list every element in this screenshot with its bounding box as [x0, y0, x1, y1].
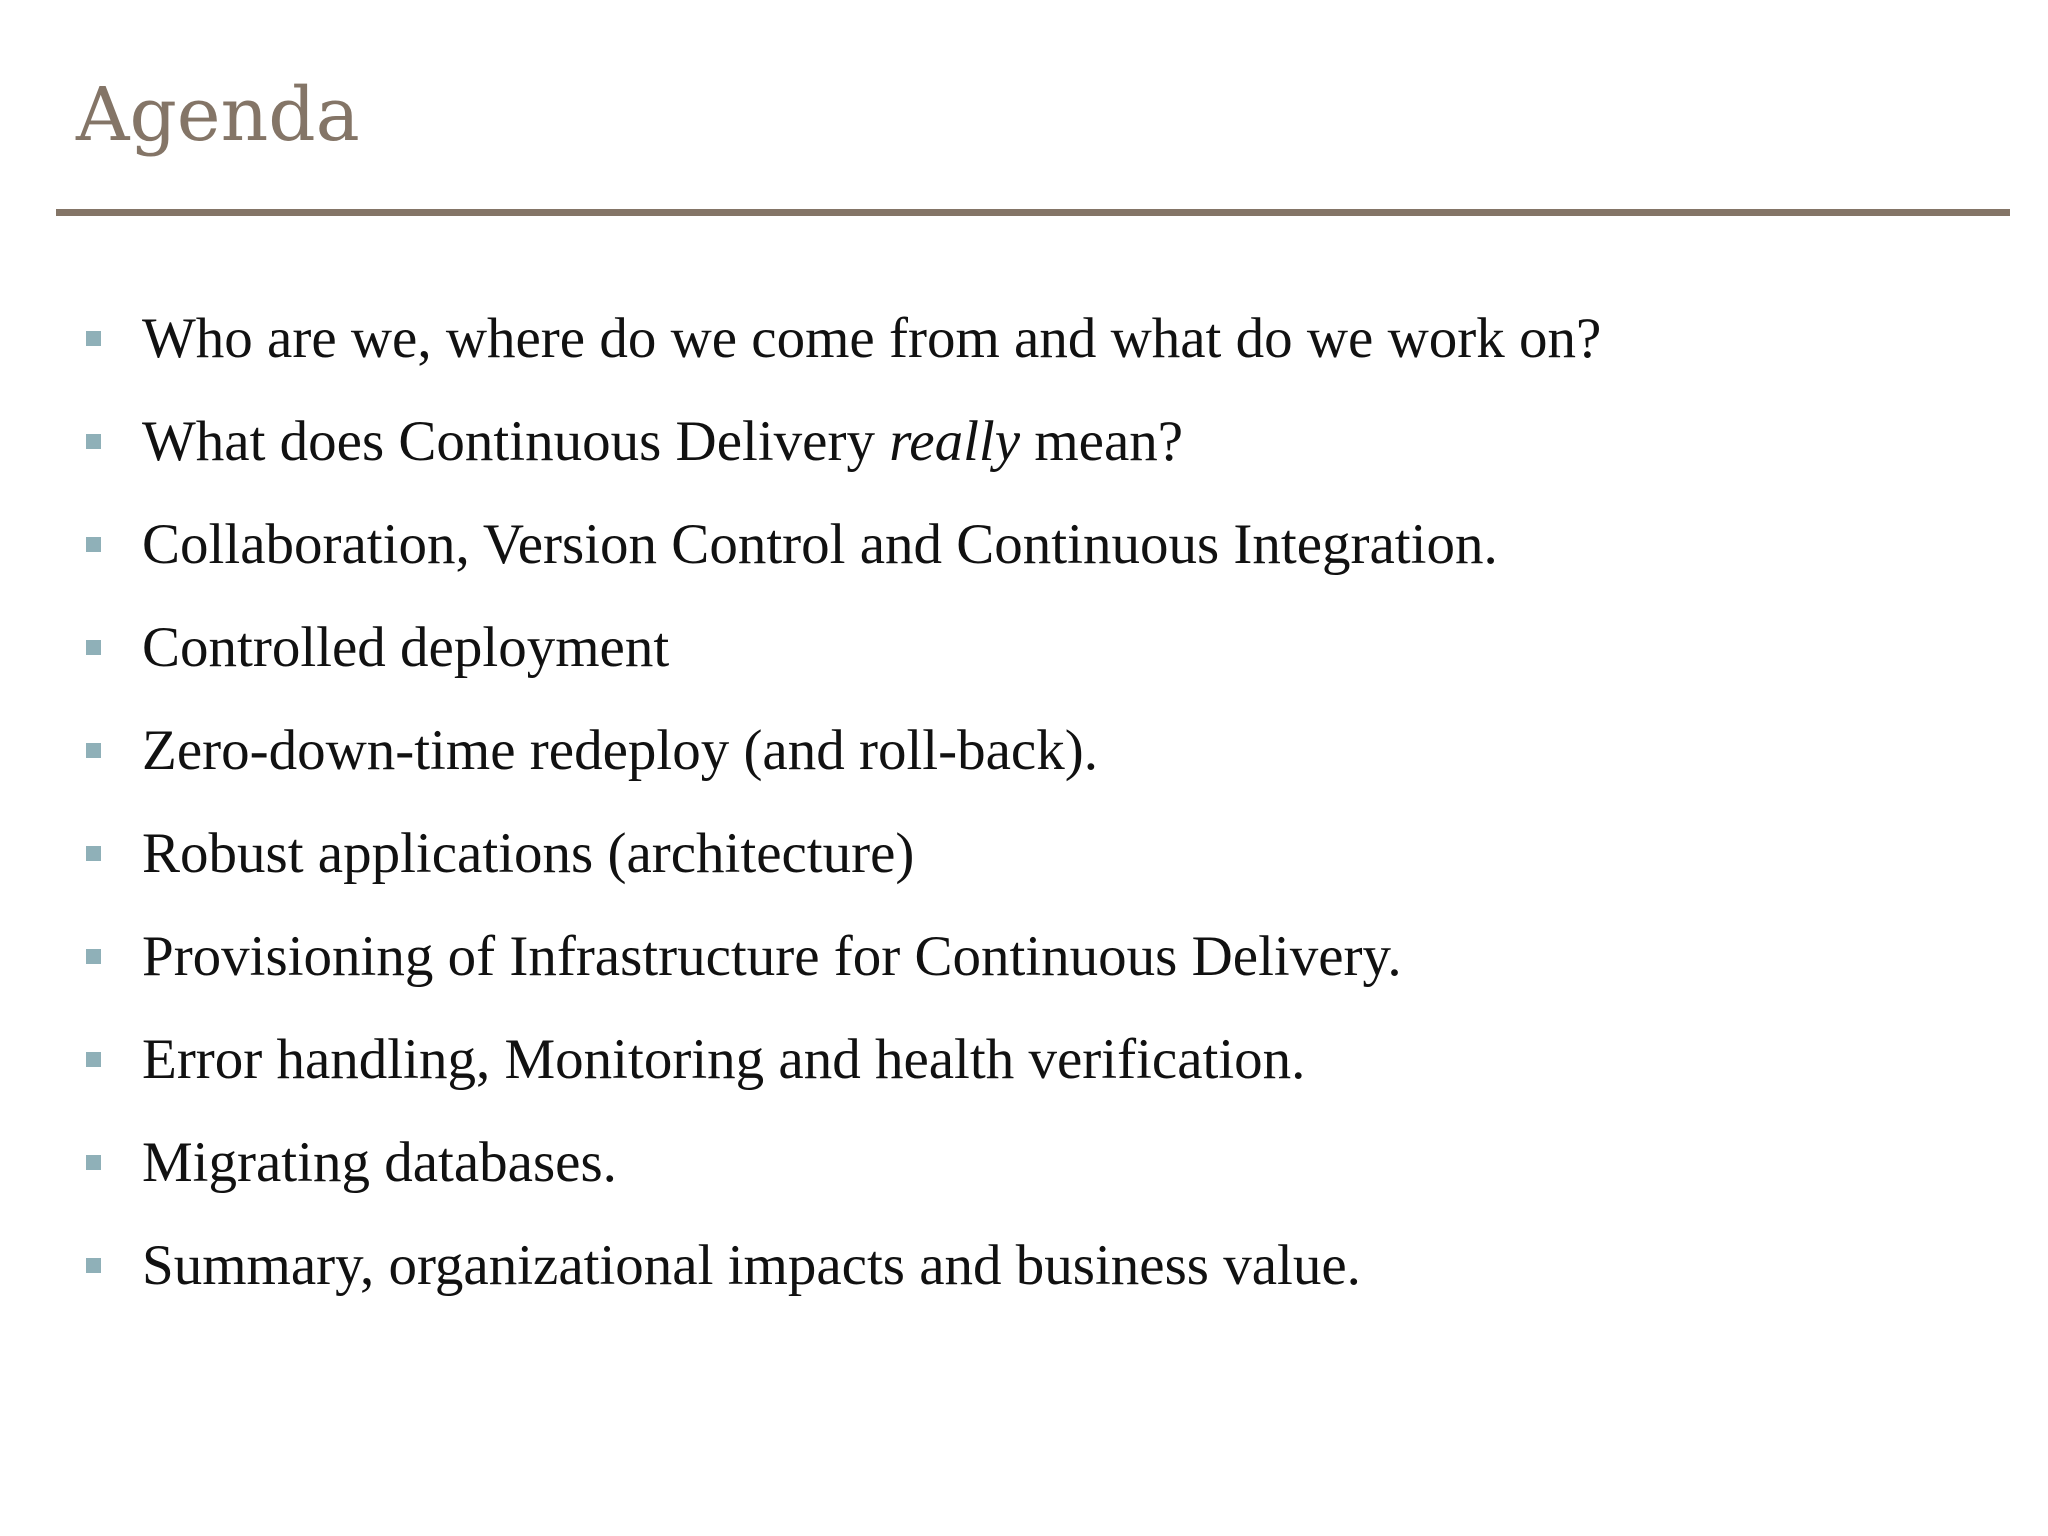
- agenda-item-text: Provisioning of Infrastructure for Continuous Delivery.: [142, 925, 1402, 988]
- square-bullet-icon: [86, 331, 101, 346]
- agenda-item-text: Robust applications (architecture): [142, 822, 915, 885]
- square-bullet-icon: [86, 1155, 101, 1170]
- agenda-item-text: [142, 407, 1183, 477]
- square-bullet-icon: [86, 846, 101, 861]
- agenda-item-text: Who are we, where do we come from and what do we work on?: [142, 307, 1602, 370]
- square-bullet-icon: [86, 434, 101, 449]
- agenda-item-text: Summary, organizational impacts and business value.: [142, 1234, 1361, 1297]
- agenda-item-text: Migrating databases.: [142, 1131, 617, 1194]
- square-bullet-icon: [86, 537, 101, 552]
- agenda-item-text-after: mean?: [1020, 410, 1184, 473]
- agenda-item-text: Collaboration, Version Control and Continuous Integration.: [142, 513, 1498, 576]
- square-bullet-icon: [86, 640, 101, 655]
- agenda-item-text-before: What does Continuous Delivery: [142, 410, 890, 473]
- agenda-item-text: Controlled deployment: [142, 616, 670, 679]
- agenda-item-text: Error handling, Monitoring and health verification.: [142, 1028, 1306, 1091]
- title-divider: [56, 209, 2010, 216]
- square-bullet-icon: [86, 743, 101, 758]
- square-bullet-icon: [86, 949, 101, 964]
- agenda-item-text: Zero-down-time redeploy (and roll-back).: [142, 719, 1098, 782]
- square-bullet-icon: [86, 1052, 101, 1067]
- slide-title: Agenda: [76, 72, 360, 158]
- square-bullet-icon: [86, 1258, 101, 1273]
- agenda-item-emphasis: really: [889, 410, 1021, 473]
